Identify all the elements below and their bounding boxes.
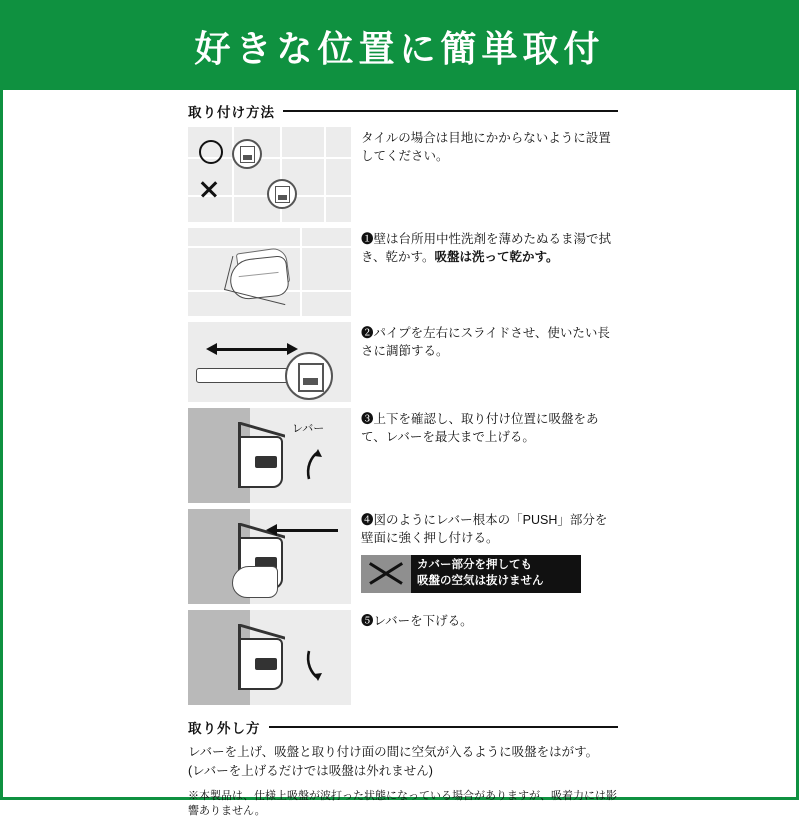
finger-icon (232, 566, 278, 598)
step-row (188, 408, 618, 503)
step-text: ❸上下を確認し、取り付け位置に吸盤をあて、レバーを最大まで上げる。 (361, 408, 618, 446)
wiping-wall-figure (188, 228, 351, 316)
bracket-icon (238, 422, 287, 488)
pipe-slide-figure (188, 322, 351, 402)
step-text-main: ❶壁は台所用中性洗剤を薄めたぬるま湯で拭き、乾かす。 (361, 232, 611, 264)
step-row (188, 127, 618, 222)
install-heading-label: 取り付け方法 (188, 101, 275, 121)
removal-section-heading (188, 717, 618, 737)
arrow-left-icon (276, 529, 338, 532)
step-row (188, 322, 618, 402)
no-entry-cross-icon (361, 555, 411, 593)
step-text (361, 509, 618, 593)
lever-label: レバー (292, 420, 324, 436)
ng-cross-icon (199, 179, 219, 199)
double-arrow-icon (216, 348, 288, 351)
bracket-lever-down-figure (188, 610, 351, 705)
step-text: ❺レバーを下げる。 (361, 610, 618, 630)
suction-cup-icon (285, 352, 333, 400)
caution-box (361, 555, 581, 593)
step-text (361, 228, 618, 266)
caution-line-2: 吸盤の空気は抜けません (417, 574, 544, 590)
ok-circle-icon (199, 140, 223, 164)
removal-line-2: (レバーを上げるだけでは吸盤は外れません) (188, 762, 618, 781)
wall-line (188, 246, 351, 248)
step-text-emphasis: 吸盤は洗って乾かす。 (435, 250, 559, 264)
caution-text (411, 555, 550, 593)
grid-line (324, 127, 326, 222)
curved-arrow-up-icon (305, 447, 323, 481)
page-title: 好きな位置に簡単取付 (194, 21, 604, 72)
removal-note: ※本製品は、仕様上吸盤が波打った状態になっている場合がありますが、吸着力には影響ありません。 (188, 789, 618, 820)
bracket-push-figure (188, 509, 351, 604)
tile-grid-figure (188, 127, 351, 222)
step-text: タイルの場合は目地にかからないように設置してください。 (361, 127, 618, 165)
curved-arrow-down-icon (305, 649, 323, 683)
grid-line (232, 127, 234, 222)
removal-section (188, 717, 618, 820)
install-steps (188, 127, 618, 705)
content-area (188, 101, 618, 820)
suction-cup-icon (267, 179, 297, 209)
heading-rule (269, 726, 619, 728)
step-text: ❷パイプを左右にスライドさせ、使いたい長さに調節する。 (361, 322, 618, 360)
wall-line (300, 228, 302, 316)
hand-icon (228, 255, 290, 301)
install-section-heading (188, 101, 618, 121)
removal-heading-label: 取り外し方 (188, 717, 261, 737)
caution-line-1: カバー部分を押しても (417, 558, 544, 574)
suction-cup-icon (232, 139, 262, 169)
step-row (188, 610, 618, 705)
step-row (188, 509, 618, 604)
bracket-icon (238, 624, 287, 690)
bracket-lever-up-figure (188, 408, 351, 503)
removal-body (188, 743, 618, 781)
step-text-main: ❹図のようにレバー根本の「PUSH」部分を壁面に強く押し付ける。 (361, 513, 607, 545)
heading-rule (283, 110, 618, 112)
removal-line-1: レバーを上げ、吸盤と取り付け面の間に空気が入るように吸盤をはがす。 (188, 743, 618, 762)
page-header (3, 3, 796, 90)
step-row (188, 228, 618, 316)
